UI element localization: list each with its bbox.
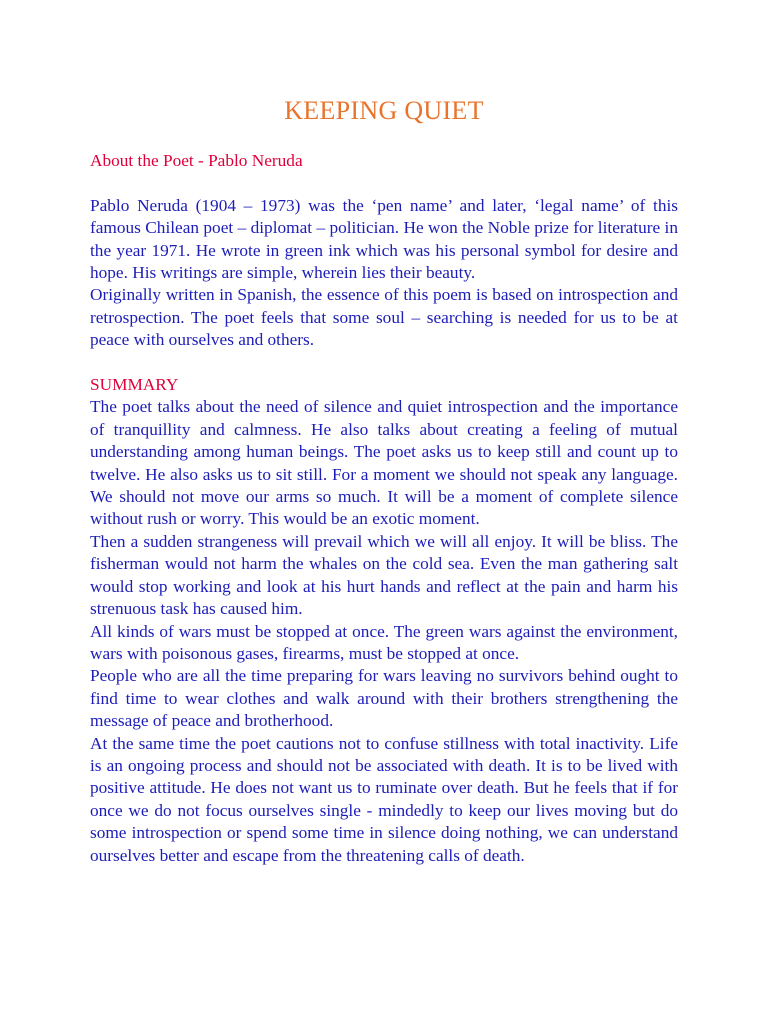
summary-paragraph-1: The poet talks about the need of silence and quiet introspection and the importance of tranquillity and calmness. He also talks about creating a feeling of mutual understanding among human beings. The poet asks us to keep still and count up to twelve. He also asks us to sit still. For a moment we should not speak any language. We should not move our arms so much. It will be a moment of complete silence without rush or worry. This would be an exotic moment. [90,397,678,529]
summary-paragraph-5: At the same time the poet cautions not to confuse stillness with total inactivity. Life is an ongoing process and should not be associated with death. It is to be lived with positive attitude. He does not want us to ruminate over death. But he feels that if for once we do not focus ourselves single - mindedly to keep our lives moving but do some introspection or spend some time in silence doing nothing, we can understand ourselves better and escape from the threatening calls of death. [90,733,678,865]
about-paragraph-1: Pablo Neruda (1904 – 1973) was the ‘pen name’ and later, ‘legal name’ of this famous Chilean poet – diplomat – politician. He won the Noble prize for literature in the year 1971. He wrote in green ink which was his personal symbol for desire and hope. His writings are simple, wherein lies their beauty. [90,195,678,283]
summary-paragraph-3: All kinds of wars must be stopped at once. The green wars against the environment, wars with poisonous gases, firearms, must be stopped at once. [90,621,678,663]
section-spacer [90,352,678,374]
document-body [90,150,678,867]
about-paragraph-2: Originally written in Spanish, the essence of this poem is based on introspection and retrospection. The poet feels that some soul – searching is needed for us to be at peace with ourselves and others. [90,285,678,350]
document-title: KEEPING QUIET [284,96,484,125]
summary-paragraph-2: Then a sudden strangeness will prevail which we will all enjoy. It will be bliss. The fisherman would not harm the whales on the cold sea. Even the man gathering salt would stop working and look at his hurt hands and reflect at the pain and harm his strenuous task has caused him. [90,531,678,619]
summary-paragraph-4: People who are all the time preparing for wars leaving no survivors behind ought to find time to wear clothes and walk around with their brothers strengthening the message of peace and brotherhood. [90,666,678,731]
about-poet-heading: About the Poet - Pablo Neruda [90,151,303,170]
summary-heading: SUMMARY [90,375,179,395]
